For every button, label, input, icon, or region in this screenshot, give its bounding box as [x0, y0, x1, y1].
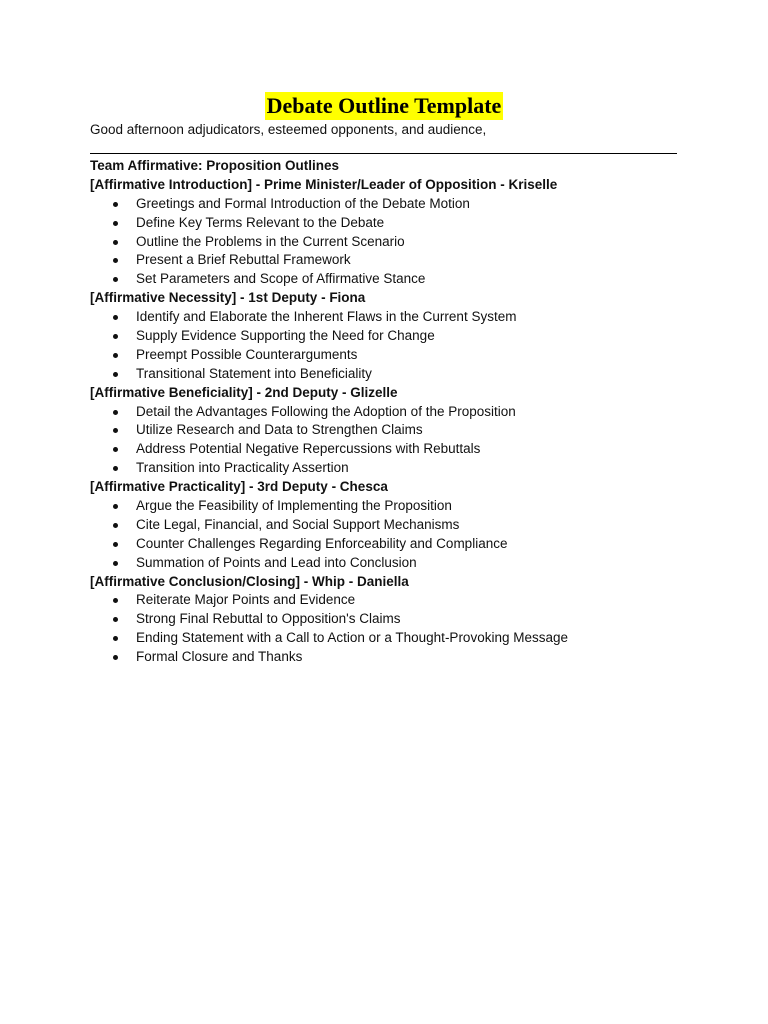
- bullet-text: Address Potential Negative Repercussions with Rebuttals: [136, 441, 481, 457]
- bullet-icon: [113, 258, 118, 263]
- bullet-icon: [113, 202, 118, 207]
- outline-section: [90, 176, 690, 289]
- title-container: [0, 92, 768, 120]
- bullet-icon: [113, 636, 118, 641]
- bullet-item: [90, 403, 690, 422]
- bullet-item: [90, 270, 690, 289]
- bullet-icon: [113, 315, 118, 320]
- bullet-item: [90, 629, 690, 648]
- bullet-icon: [113, 561, 118, 566]
- outline-section: [90, 289, 690, 383]
- bullet-item: [90, 554, 690, 573]
- bullet-item: [90, 591, 690, 610]
- bullet-icon: [113, 655, 118, 660]
- section-heading: [Affirmative Conclusion/Closing] - Whip - Daniella: [90, 573, 409, 589]
- bullet-text: Outline the Problems in the Current Scenario: [136, 233, 405, 249]
- bullet-text: Cite Legal, Financial, and Social Support Mechanisms: [136, 516, 460, 532]
- bullet-text: Formal Closure and Thanks: [136, 649, 303, 665]
- bullet-item: [90, 421, 690, 440]
- bullet-item: [90, 535, 690, 554]
- outline-section: [90, 573, 690, 667]
- bullet-text: Set Parameters and Scope of Affirmative Stance: [136, 271, 426, 287]
- bullet-icon: [113, 240, 118, 245]
- bullet-icon: [113, 598, 118, 603]
- bullet-icon: [113, 466, 118, 471]
- outline-body: [90, 157, 690, 667]
- bullet-text: Define Key Terms Relevant to the Debate: [136, 214, 385, 230]
- bullet-icon: [113, 334, 118, 339]
- section-heading: [Affirmative Introduction] - Prime Minister/Leader of Opposition - Kriselle: [90, 176, 558, 192]
- bullet-item: [90, 214, 690, 233]
- outline-section: [90, 478, 690, 572]
- bullet-text: Detail the Advantages Following the Adoption of the Proposition: [136, 403, 516, 419]
- section-heading: [Affirmative Necessity] - 1st Deputy - Fiona: [90, 290, 366, 306]
- horizontal-rule: [90, 153, 677, 154]
- bullet-text: Present a Brief Rebuttal Framework: [136, 252, 351, 268]
- bullet-item: [90, 516, 690, 535]
- bullet-item: [90, 459, 690, 478]
- outline-section: [90, 384, 690, 478]
- bullet-item: [90, 308, 690, 327]
- bullet-text: Reiterate Major Points and Evidence: [136, 592, 356, 608]
- bullet-text: Transition into Practicality Assertion: [136, 460, 349, 476]
- bullet-text: Argue the Feasibility of Implementing the Proposition: [136, 498, 452, 514]
- bullet-icon: [113, 447, 118, 452]
- bullet-item: [90, 610, 690, 629]
- bullet-icon: [113, 410, 118, 415]
- bullet-text: Preempt Possible Counterarguments: [136, 346, 358, 362]
- bullet-item: [90, 195, 690, 214]
- bullet-text: Summation of Points and Lead into Conclusion: [136, 554, 417, 570]
- bullet-text: Transitional Statement into Beneficiality: [136, 365, 372, 381]
- team-heading: Team Affirmative: Proposition Outlines: [90, 158, 340, 173]
- bullet-text: Identify and Elaborate the Inherent Flaws in the Current System: [136, 309, 517, 325]
- bullet-icon: [113, 221, 118, 226]
- bullet-icon: [113, 277, 118, 282]
- bullet-icon: [113, 372, 118, 377]
- bullet-text: Greetings and Formal Introduction of the Debate Motion: [136, 195, 470, 211]
- bullet-icon: [113, 523, 118, 528]
- document-title: Debate Outline Template: [266, 93, 502, 118]
- bullet-text: Strong Final Rebuttal to Opposition's Claims: [136, 611, 401, 627]
- bullet-item: [90, 440, 690, 459]
- section-heading: [Affirmative Practicality] - 3rd Deputy - Chesca: [90, 479, 388, 495]
- bullet-item: [90, 251, 690, 270]
- greeting-line: Good afternoon adjudicators, esteemed opponents, and audience,: [90, 122, 487, 137]
- bullet-text: Counter Challenges Regarding Enforceability and Compliance: [136, 535, 508, 551]
- bullet-item: [90, 233, 690, 252]
- bullet-item: [90, 327, 690, 346]
- bullet-item: [90, 648, 690, 667]
- bullet-text: Utilize Research and Data to Strengthen Claims: [136, 422, 423, 438]
- bullet-icon: [113, 542, 118, 547]
- bullet-icon: [113, 353, 118, 358]
- bullet-text: Supply Evidence Supporting the Need for Change: [136, 328, 435, 344]
- bullet-item: [90, 497, 690, 516]
- bullet-item: [90, 365, 690, 384]
- bullet-text: Ending Statement with a Call to Action or a Thought-Provoking Message: [136, 630, 568, 646]
- bullet-icon: [113, 617, 118, 622]
- bullet-icon: [113, 428, 118, 433]
- section-heading: [Affirmative Beneficiality] - 2nd Deputy - Glizelle: [90, 384, 398, 400]
- bullet-icon: [113, 504, 118, 509]
- bullet-item: [90, 346, 690, 365]
